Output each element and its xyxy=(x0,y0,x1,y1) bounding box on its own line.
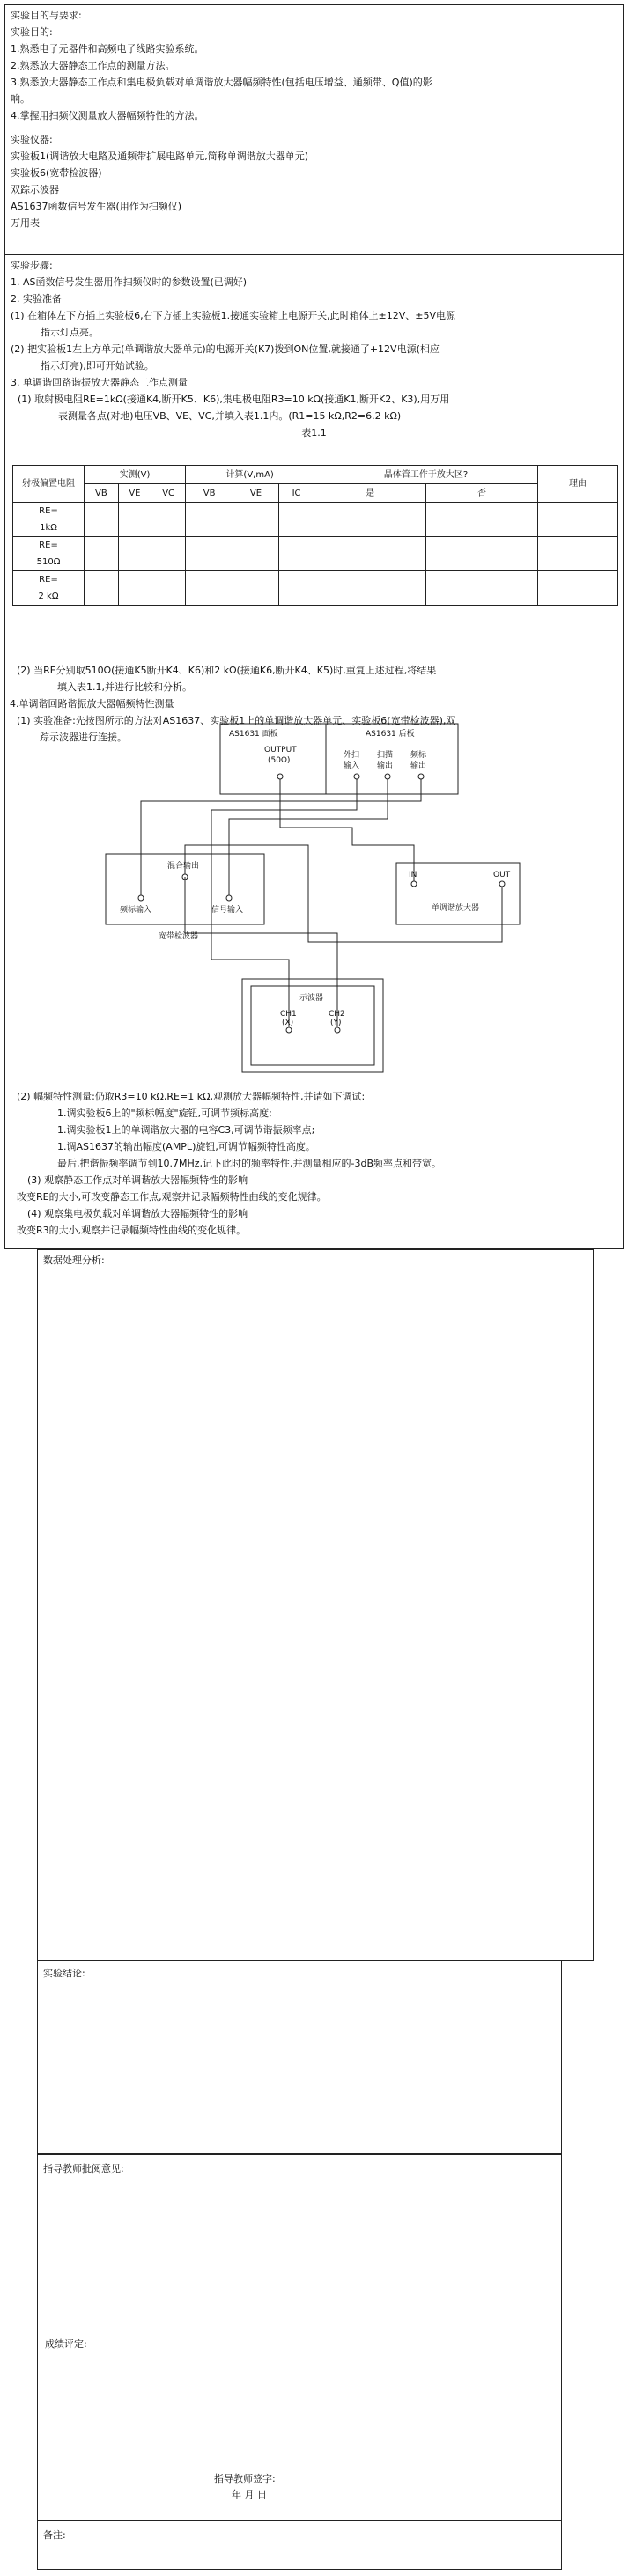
sub-header: 否 xyxy=(426,484,538,503)
step-line: (2) 当RE分别取510Ω(接通K5断开K4、K6)和2 kΩ(接通K6,断开K4、K5)时,重复上述过程,将结果 xyxy=(17,665,437,676)
data-table xyxy=(12,465,618,606)
instrument-item: 双踪示波器 xyxy=(11,184,59,195)
purpose-item: 2.熟悉放大器静态工作点的测量方法。 xyxy=(11,60,175,71)
table-cell[interactable] xyxy=(233,537,279,571)
step-line: (1) 在箱体左下方插上实验板6,右下方插上实验板1.接通实验箱上电源开关,此时箱体上±12V、±5V电源 xyxy=(11,310,456,321)
table-cell[interactable] xyxy=(151,537,186,571)
step-line: 改变RE的大小,可改变静态工作点,观察并记录幅频特性曲线的变化规律。 xyxy=(17,1191,327,1203)
table-cell[interactable] xyxy=(85,503,119,537)
amp-name-label: 单调谐放大器 xyxy=(432,904,480,913)
table-cell[interactable] xyxy=(278,571,314,606)
table-caption: 表1.1 xyxy=(301,427,327,438)
ohm-label: (50Ω) xyxy=(268,756,291,765)
table-cell[interactable] xyxy=(278,503,314,537)
step-line: 1.调实验板1上的单调谐放大器的电容C3,可调节谐振频率点; xyxy=(57,1124,315,1136)
table-cell[interactable] xyxy=(118,571,151,606)
purpose-item: 3.熟悉放大器静态工作点和集电极负载对单调谐放大器幅频特性(包括电压增益、通频带、Q值)的影 xyxy=(11,77,432,88)
sub-header: VC xyxy=(151,484,186,503)
table-cell[interactable] xyxy=(538,503,618,537)
step-line: 1. AS函数信号发生器用作扫频仪时的参数设置(已调好) xyxy=(11,276,248,288)
remarks-label: 备注: xyxy=(43,2529,66,2541)
sub-header: VB xyxy=(85,484,119,503)
section-title: 实验目的与要求: xyxy=(11,10,82,21)
data-analysis-box[interactable] xyxy=(37,1249,594,1961)
teacher-review-label: 指导教师批阅意见: xyxy=(43,2163,124,2175)
sub-header: VB xyxy=(186,484,233,503)
conclusion-label: 实验结论: xyxy=(43,1968,85,1979)
remarks-box[interactable] xyxy=(37,2521,562,2570)
step-line: 指示灯亮),即可开始试验。 xyxy=(41,360,154,372)
col-header: 晶体管工作于放大区? xyxy=(314,466,538,484)
step-line: 表测量各点(对地)电压VB、VE、VC,并填入表1.1内。(R1=15 kΩ,R2=6.2 kΩ) xyxy=(58,410,402,422)
purpose-heading: 实验目的: xyxy=(11,26,53,38)
table-cell[interactable] xyxy=(314,571,426,606)
table-cell[interactable] xyxy=(118,503,151,537)
detector-label: 宽带检波器 xyxy=(159,932,199,941)
step-line: 改变R3的大小,观察并记录幅频特性曲线的变化规律。 xyxy=(17,1225,247,1236)
step-line: (3) 观察静态工作点对单调谐放大器幅频特性的影响 xyxy=(27,1174,248,1186)
instrument-item: 实验板6(宽带检波器) xyxy=(11,167,102,179)
step-line: 1.调AS1637的输出幅度(AMPL)旋钮,可调节幅频特性高度。 xyxy=(57,1141,315,1152)
instrument-item: 实验板1(调谐放大电路及通频带扩展电路单元,简称单调谐放大器单元) xyxy=(11,151,309,162)
step-line: (2) 把实验板1左上方单元(单调谐放大器单元)的电源开关(K7)拨到ON位置,就接通了+12V电源(相应 xyxy=(11,343,440,355)
table-cell[interactable] xyxy=(85,571,119,606)
table-cell[interactable] xyxy=(186,537,233,571)
step-line: 填入表1.1,并进行比较和分析。 xyxy=(57,681,192,693)
table-cell[interactable] xyxy=(151,503,186,537)
step-line: 2. 实验准备 xyxy=(11,293,62,305)
amp-out-label: OUT xyxy=(493,871,511,880)
marker-in-label: 频标输入 xyxy=(120,906,152,915)
row-label: RE= 1kΩ xyxy=(13,503,85,537)
signal-in-label: 信号输入 xyxy=(211,906,244,915)
conclusion-box[interactable] xyxy=(37,1961,562,2154)
col-header: 理由 xyxy=(538,466,618,503)
table-cell[interactable] xyxy=(314,503,426,537)
table-cell[interactable] xyxy=(233,571,279,606)
marker-out-label2: 输出 xyxy=(410,762,427,770)
ch2y-label: (Y) xyxy=(330,1019,342,1027)
instruments-heading: 实验仪器: xyxy=(11,134,53,145)
table-row xyxy=(13,537,618,571)
table-row xyxy=(13,503,618,537)
ext-in-label2: 输入 xyxy=(344,762,360,770)
amp-in-label: IN xyxy=(409,871,417,880)
table-cell[interactable] xyxy=(278,537,314,571)
teacher-review-box[interactable] xyxy=(37,2154,562,2521)
table-cell[interactable] xyxy=(233,503,279,537)
sweep-out-label2: 输出 xyxy=(377,762,394,770)
steps-heading: 实验步骤: xyxy=(11,260,53,271)
step-line: (2) 幅频特性测量:仍取R3=10 kΩ,RE=1 kΩ,观测放大器幅频特性,并请如下调试: xyxy=(17,1091,366,1102)
sub-header: IC xyxy=(278,484,314,503)
output-label: OUTPUT xyxy=(264,746,297,754)
step-line: 指示灯点亮。 xyxy=(41,327,99,338)
purpose-item: 1.熟悉电子元器件和高频电子线路实验系统。 xyxy=(11,43,204,55)
table-cell[interactable] xyxy=(314,537,426,571)
step-line: 4.单调谐回路谐振放大器幅频特性测量 xyxy=(10,698,174,710)
step-line: (4) 观察集电极负载对单调谐放大器幅频特性的影响 xyxy=(27,1208,248,1219)
ch2-label: CH2 xyxy=(329,1010,345,1019)
ch1-label: CH1 xyxy=(280,1010,297,1019)
step-line: 1.调实验板6上的"频标幅度"旋钮,可调节频标高度; xyxy=(57,1108,272,1119)
score-label: 成绩评定: xyxy=(45,2338,87,2350)
table-cell[interactable] xyxy=(118,537,151,571)
date-label: 年 月 日 xyxy=(232,2489,267,2500)
table-cell[interactable] xyxy=(426,537,538,571)
sub-header: 是 xyxy=(314,484,426,503)
as1631-rear-title: AS1631 后板 xyxy=(366,730,415,739)
step-line: 3. 单调谐回路谐振放大器静态工作点测量 xyxy=(11,377,188,388)
col-header: 实测(V) xyxy=(85,466,186,484)
table-cell[interactable] xyxy=(186,503,233,537)
table-cell[interactable] xyxy=(538,537,618,571)
table-cell[interactable] xyxy=(426,571,538,606)
instrument-item: 万用表 xyxy=(11,217,40,229)
table-cell[interactable] xyxy=(426,503,538,537)
marker-out-label: 频标 xyxy=(410,751,427,760)
as1631-front-title: AS1631 面板 xyxy=(229,730,278,739)
sweep-out-label: 扫描 xyxy=(377,751,394,760)
table-cell[interactable] xyxy=(538,571,618,606)
col-header: 射极偏置电阻 xyxy=(13,466,85,503)
purpose-section xyxy=(4,4,624,254)
step-line: (1) 取射极电阻RE=1kΩ(接通K4,断开K5、K6),集电极电阻R3=10 kΩ(接通K1,断开K2、K3),用万用 xyxy=(18,394,450,405)
purpose-item: 4.掌握用扫频仪测量放大器幅频特性的方法。 xyxy=(11,110,204,121)
table-cell[interactable] xyxy=(151,571,186,606)
connection-diagram xyxy=(88,722,546,1074)
data-analysis-label: 数据处理分析: xyxy=(43,1255,105,1266)
table-cell[interactable] xyxy=(85,537,119,571)
row-label: RE= 510Ω xyxy=(13,537,85,571)
teacher-sign-label: 指导教师签字: xyxy=(214,2473,276,2484)
mixer-label: 混合输出 xyxy=(167,862,200,871)
step-line: 最后,把谐振频率调节到10.7MHz,记下此时的频率特性,并测量相应的-3dB频率点和带宽。 xyxy=(57,1158,442,1169)
sub-header: VE xyxy=(233,484,279,503)
table-row xyxy=(13,571,618,606)
row-label: RE= 2 kΩ xyxy=(13,571,85,606)
step-line: (1) 实验准备:先按图所示的方法对AS1637、实验板1上的单调谐放大器单元、实验板6(宽带检波器),双 xyxy=(17,715,456,726)
table-cell[interactable] xyxy=(186,571,233,606)
col-header: 计算(V,mA) xyxy=(186,466,314,484)
after-diagram-text xyxy=(4,1088,624,1239)
ch1x-label: (X) xyxy=(282,1019,294,1027)
ext-in-label: 外扫 xyxy=(344,751,360,760)
sub-header: VE xyxy=(118,484,151,503)
purpose-item: 响。 xyxy=(11,93,30,105)
scope-label: 示波器 xyxy=(299,994,324,1003)
step-line: 踪示波器进行连接。 xyxy=(40,732,127,743)
instrument-item: AS1637函数信号发生器(用作为扫频仪) xyxy=(11,201,182,212)
